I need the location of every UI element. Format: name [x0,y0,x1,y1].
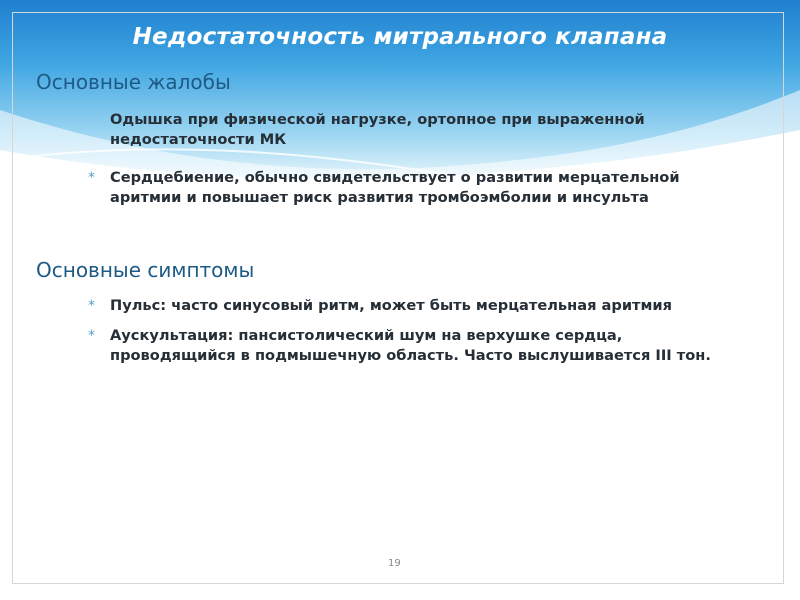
page-number: 19 [388,558,401,569]
bullet-star-icon: * [88,298,95,314]
complaint-item [110,110,750,150]
slide-title: Недостаточность митрального клапана [132,24,668,50]
complaint-item [88,168,750,208]
bullet-star-icon: * [88,170,95,186]
complaint-text: Одышка при физической нагрузке, ортопное при выраженной недостаточности МК [110,111,645,148]
symptom-item [88,296,750,316]
symptom-text: Аускультация: пансистолический шум на верхушке сердца, проводящийся в подмышечную область. Часто выслушивается III тон. [110,327,711,364]
section-heading-complaints: Основные жалобы [36,70,231,94]
section-heading-symptoms: Основные симптомы [36,258,255,282]
bullet-star-icon: * [88,328,95,344]
complaint-text: Сердцебиение, обычно свидетельствует о развитии мерцательной аритмии и повышает риск развития тромбоэмболии и инсульта [110,169,680,206]
symptom-item [88,326,750,366]
symptom-text: Пульс: часто синусовый ритм, может быть мерцательная аритмия [110,297,673,314]
